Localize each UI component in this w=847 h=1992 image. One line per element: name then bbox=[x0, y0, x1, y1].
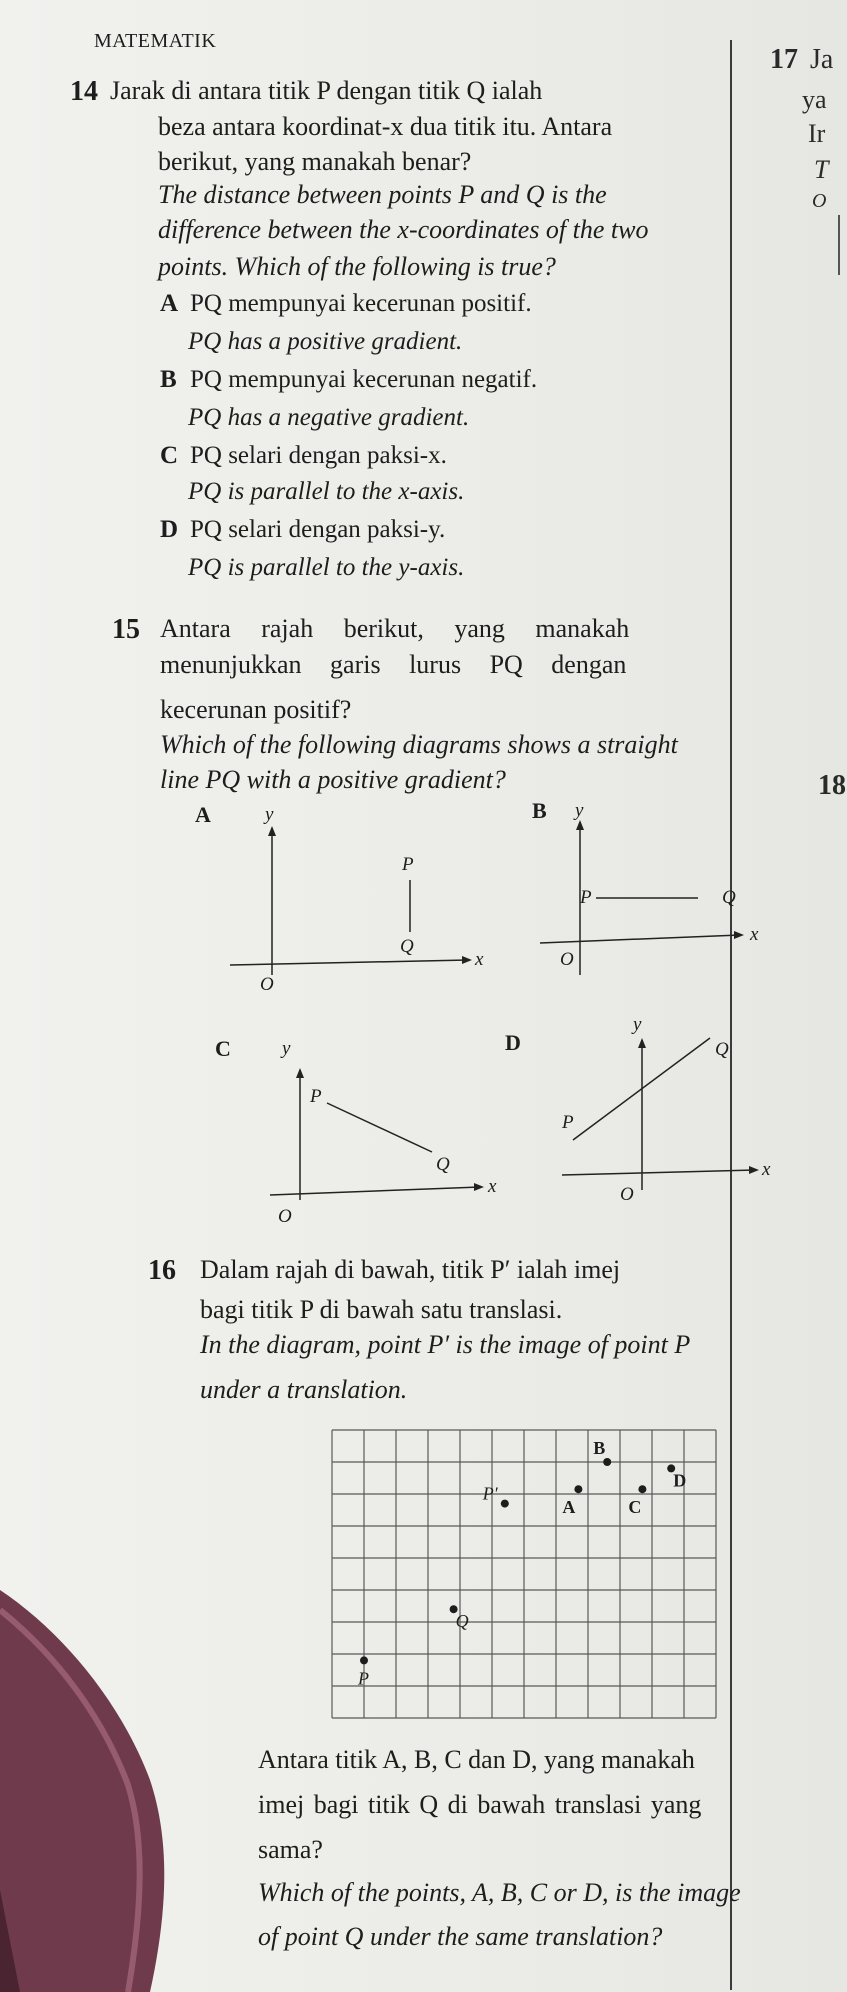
diagram-c-letter[interactable]: C bbox=[215, 1036, 231, 1061]
q16-number: 16 bbox=[148, 1255, 176, 1286]
point-p-label: P bbox=[358, 1668, 369, 1689]
diagram-a-x-arrow-icon bbox=[462, 956, 472, 964]
q15-ms-line-1: Antara rajah berikut, yang manakah bbox=[160, 614, 630, 643]
diagram-b-q-label: Q bbox=[722, 887, 736, 908]
page-header: MATEMATIK bbox=[94, 30, 217, 52]
point-p-dot[interactable] bbox=[360, 1656, 368, 1664]
diagram-b-x-arrow-icon bbox=[734, 931, 744, 939]
q14-option-b-ms: PQ mempunyai kecerunan negatif. bbox=[190, 366, 538, 393]
diagram-a-y-label: y bbox=[265, 804, 274, 825]
diagram-c-x-arrow-icon bbox=[474, 1183, 484, 1191]
translation-grid bbox=[330, 1418, 735, 1720]
diagram-d bbox=[500, 1000, 790, 1230]
diagram-a-q-label: Q bbox=[400, 936, 414, 957]
diagram-b-letter[interactable]: B bbox=[532, 798, 547, 823]
point-a-dot[interactable] bbox=[574, 1485, 582, 1493]
q15-ms-line-3: kecerunan positif? bbox=[160, 695, 352, 724]
diagram-b-p-label: P bbox=[580, 887, 592, 908]
q14-option-b-letter[interactable]: B bbox=[160, 366, 177, 393]
q14-option-d-ms: PQ selari dengan paksi-y. bbox=[190, 516, 446, 543]
q17-fragment-3: Ir bbox=[808, 119, 826, 148]
q14-option-a-ms: PQ mempunyai kecerunan positif. bbox=[190, 290, 532, 317]
q16-ms-line-1: Dalam rajah di bawah, titik P′ ialah imej bbox=[200, 1255, 621, 1284]
point-p-prime-dot[interactable] bbox=[501, 1500, 509, 1508]
diagram-a-x-axis bbox=[230, 960, 468, 965]
point-b-label: B bbox=[593, 1438, 606, 1458]
q17-fragment-5: O bbox=[812, 190, 827, 212]
q14-option-c-letter[interactable]: C bbox=[160, 442, 179, 469]
point-c-label: C bbox=[628, 1497, 642, 1518]
diagram-d-y-label: y bbox=[633, 1014, 642, 1035]
q15-number: 15 bbox=[112, 614, 140, 645]
diagram-c-y-arrow-icon bbox=[296, 1068, 304, 1078]
diagram-c-origin: O bbox=[278, 1206, 292, 1227]
diagram-a-y-arrow-icon bbox=[268, 826, 276, 836]
device-edge bbox=[0, 1590, 180, 1992]
q15-ms-line-2: menunjukkan garis lurus PQ dengan bbox=[160, 650, 627, 679]
diagram-b bbox=[530, 780, 770, 1000]
q14-en-line-2: difference between the x-coordinates of the two bbox=[158, 215, 649, 244]
diagram-d-origin: O bbox=[620, 1184, 634, 1205]
q15-en-line-1: Which of the following diagrams shows a straight bbox=[160, 730, 678, 759]
q17-fragment-4: T bbox=[814, 155, 829, 184]
point-b-dot[interactable] bbox=[603, 1458, 611, 1466]
q15-en-line-2: line PQ with a positive gradient? bbox=[160, 765, 506, 794]
diagram-d-q-label: Q bbox=[715, 1039, 729, 1060]
q14-ms-line-3: berikut, yang manakah benar? bbox=[158, 147, 472, 176]
q17-fragment-2: ya bbox=[802, 85, 827, 114]
q14-option-b-en: PQ has a negative gradient. bbox=[188, 404, 470, 431]
point-a-label: A bbox=[562, 1497, 576, 1518]
q17-number: 17 bbox=[770, 44, 798, 75]
diagram-c-y-label: y bbox=[282, 1038, 291, 1059]
q14-ms-line-1: Jarak di antara titik P dengan titik Q ialah bbox=[110, 76, 543, 105]
point-c-dot[interactable] bbox=[638, 1485, 646, 1493]
diagram-c-q-label: Q bbox=[436, 1154, 450, 1175]
q17-diagram-edge bbox=[838, 215, 840, 275]
diagram-d-x-label: x bbox=[762, 1159, 771, 1180]
q14-option-d-letter[interactable]: D bbox=[160, 516, 179, 543]
point-p-prime-label: P′ bbox=[482, 1483, 498, 1504]
diagram-b-origin: O bbox=[560, 949, 574, 970]
q16-ms-line-2: bagi titik P di bawah satu translasi. bbox=[200, 1295, 563, 1324]
q14-number: 14 bbox=[70, 76, 98, 107]
diagram-c-x-label: x bbox=[488, 1176, 497, 1197]
diagram-c-p-label: P bbox=[310, 1086, 322, 1107]
diagram-d-y-arrow-icon bbox=[638, 1038, 646, 1048]
diagram-d-letter[interactable]: D bbox=[505, 1030, 521, 1055]
diagram-a-p-label: P bbox=[402, 854, 414, 875]
diagram-a-x-label: x bbox=[475, 949, 484, 970]
q14-en-line-1: The distance between points P and Q is the bbox=[158, 180, 607, 209]
q16-ask-en-line-1: Which of the points, A, B, C or D, is the image bbox=[258, 1878, 741, 1907]
q16-en-line-1: In the diagram, point P′ is the image of point P bbox=[200, 1330, 691, 1359]
q16-ask-ms-line-2: imej bagi titik Q di bawah translasi yang bbox=[258, 1790, 702, 1819]
q16-ask-ms-line-1: Antara titik A, B, C dan D, yang manakah bbox=[258, 1745, 695, 1774]
q14-en-line-3: points. Which of the following is true? bbox=[158, 252, 556, 281]
diagram-d-p-label: P bbox=[562, 1112, 574, 1133]
diagram-d-x-axis bbox=[562, 1170, 755, 1175]
q16-en-line-2: under a translation. bbox=[200, 1375, 408, 1404]
diagram-b-y-label: y bbox=[575, 800, 584, 821]
diagram-a bbox=[190, 780, 490, 1000]
q16-ask-en-line-2: of point Q under the same translation? bbox=[258, 1922, 663, 1951]
diagram-b-y-arrow-icon bbox=[576, 820, 584, 830]
q17-fragment-1: Ja bbox=[810, 44, 834, 75]
diagram-c-x-axis bbox=[270, 1187, 480, 1195]
point-d-label: D bbox=[673, 1470, 687, 1491]
diagram-b-x-axis bbox=[540, 935, 740, 943]
q14-option-a-letter[interactable]: A bbox=[160, 290, 179, 317]
diagram-a-origin: O bbox=[260, 974, 274, 995]
q16-ask-ms-line-3: sama? bbox=[258, 1835, 323, 1864]
diagram-b-x-label: x bbox=[750, 924, 759, 945]
diagram-a-letter[interactable]: A bbox=[195, 802, 211, 827]
q14-option-c-ms: PQ selari dengan paksi-x. bbox=[190, 442, 447, 469]
point-q-label: Q bbox=[455, 1611, 469, 1632]
diagram-c bbox=[210, 1030, 510, 1230]
q18-number: 18 bbox=[818, 770, 846, 801]
q14-option-c-en: PQ is parallel to the x-axis. bbox=[188, 478, 465, 505]
q14-option-d-en: PQ is parallel to the y-axis. bbox=[188, 554, 465, 581]
diagram-c-line-pq bbox=[327, 1103, 432, 1152]
q14-option-a-en: PQ has a positive gradient. bbox=[188, 328, 463, 355]
q14-ms-line-2: beza antara koordinat-x dua titik itu. Antara bbox=[158, 112, 613, 141]
diagram-d-x-arrow-icon bbox=[749, 1166, 759, 1174]
